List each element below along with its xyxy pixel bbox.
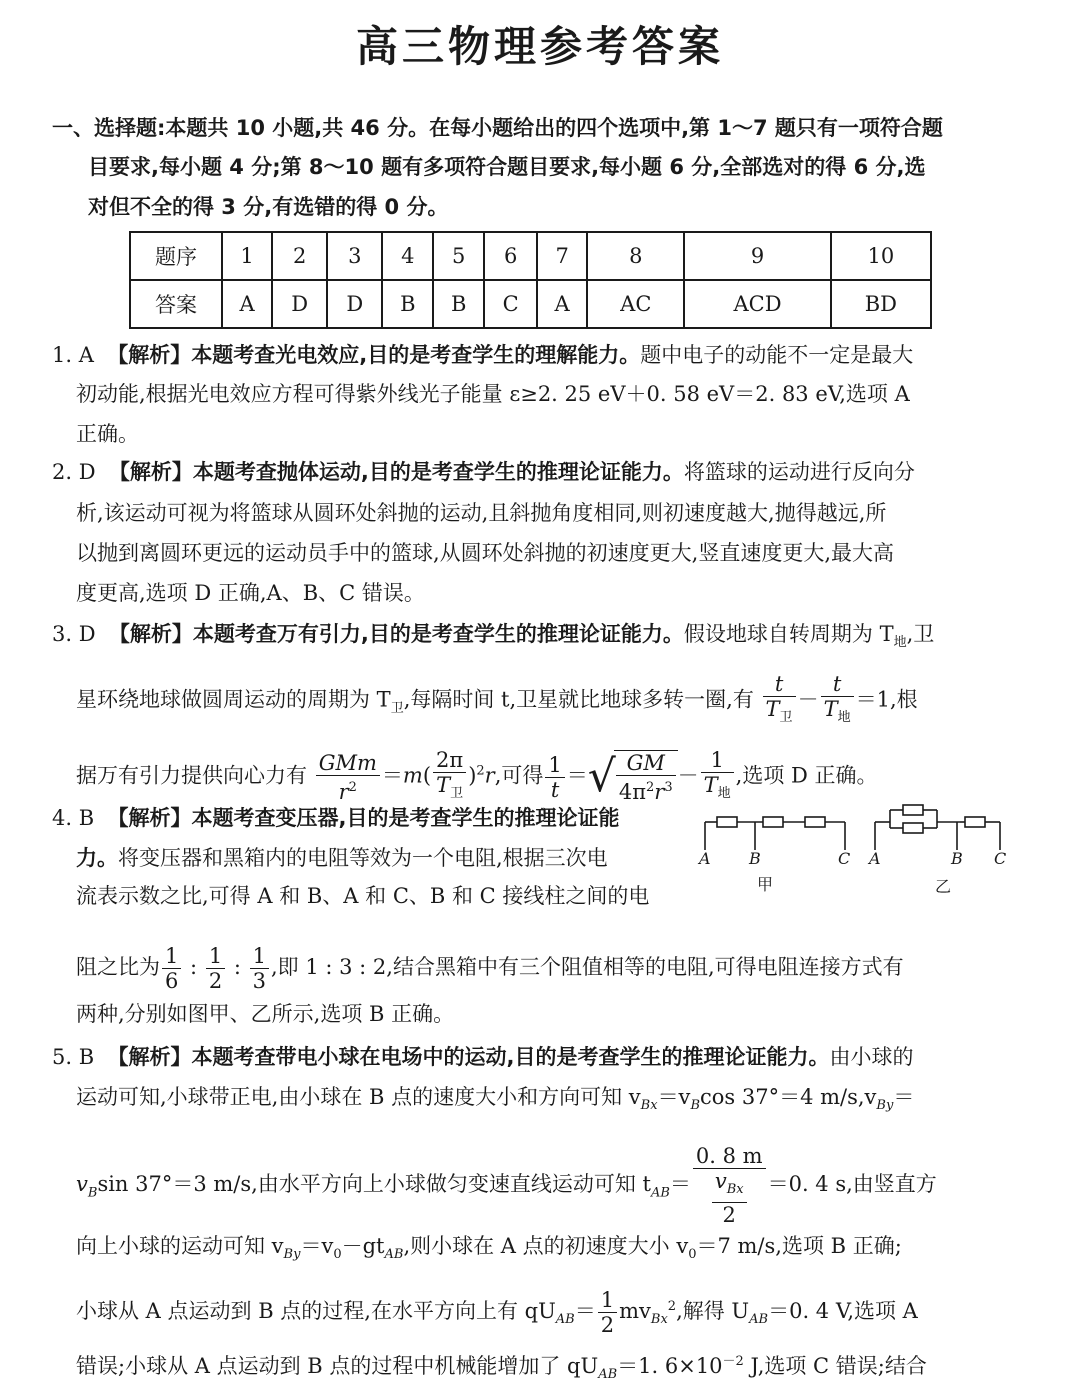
q5-text: ＝7 m/s,选项 B 正确;: [696, 1234, 902, 1258]
q5-text: ,则小球在 A 点的初速度大小 v: [403, 1234, 689, 1258]
fraction: $\frac{2\pi}{T_卫}$: [433, 748, 466, 806]
q5-line4: 向上小球的运动可知 $v_{By}=v_0-gt_{AB}$,则小球在 A 点的初速度大小 $v_0=7$ m/s,选项 B 正确;: [76, 1234, 902, 1263]
fraction: $\frac{1}{2}$: [598, 1288, 617, 1337]
page-title: 高三物理参考答案: [355, 22, 724, 71]
table-cell: 7: [537, 232, 587, 280]
terminal-b-label: B: [951, 849, 963, 868]
q3-text: 星环绕地球做圆周运动的周期为 T: [76, 687, 391, 712]
q2-heading: 【解析】本题考查抛体运动,目的是考查学生的推理论证能力。: [108, 460, 684, 484]
q5-text: 错误;小球从 A 点运动到 B 点的过程中机械能增加了 qU: [76, 1354, 599, 1378]
table-row-numbers: [130, 232, 931, 280]
table-cell: 8: [587, 232, 684, 280]
q5-line2: 运动可知,小球带正电,由小球在 B 点的速度大小和方向可知 $v_{Bx}=v_B\cos$ 37°＝4 $m/s,v_{By}=$: [76, 1085, 915, 1114]
q2-line3: 以抛到离圆环更远的运动员手中的篮球,从圆环处斜抛的初速度更大,竖直速度更大,最大高: [76, 541, 895, 565]
q5-text: ＝v: [657, 1085, 691, 1109]
q3-text: 假设地球自转周期为 T: [683, 622, 894, 646]
fraction: $\frac{\text{GMm}}{r^2}$: [316, 751, 380, 804]
circuit-jia: [705, 817, 845, 850]
terminal-b-label: B: [749, 849, 761, 868]
fraction: $\frac{0. 8 m}{\frac{v_{Bx}}{2}}$: [693, 1144, 766, 1227]
q5-text: ＝0. 4 V,选项 A: [768, 1299, 918, 1323]
section1-line1: 一、选择题:本题共 10 小题,共 46 分。在每小题给出的四个选项中,第 1～7 题只有一项符合题: [52, 116, 943, 140]
table-cell: B: [433, 280, 484, 328]
figure-label-yi: 乙: [935, 877, 952, 896]
table-cell: 9: [684, 232, 830, 280]
q5-number: 5. B: [52, 1045, 95, 1069]
table-cell: 3: [327, 232, 382, 280]
terminal-c-label: C: [994, 849, 1007, 868]
q5-text: ＝: [893, 1085, 915, 1109]
answer-table: [129, 231, 932, 329]
q5-text: mv: [619, 1299, 651, 1323]
figure-label-jia: 甲: [757, 875, 774, 894]
q3-text: ,每隔时间 t,卫星就比地球多转一圈,有: [403, 687, 754, 712]
q4-heading: 力。: [76, 846, 118, 870]
fraction: $\frac{1}{6}$: [162, 944, 181, 993]
table-cell: 2: [272, 232, 327, 280]
q5-line5: 小球从 A 点运动到 B 点的过程,在水平方向上有 $qU_{AB}=$ $\frac{1}{2}$ $mv_{Bx}^2$,解得 $U_{AB}=0$. 4 V,选项 A: [76, 1288, 918, 1337]
table-cell: D: [272, 280, 327, 328]
q3-heading: 【解析】本题考查万有引力,目的是考查学生的推理论证能力。: [108, 622, 684, 646]
q4-line3: 流表示数之比,可得 A 和 B、A 和 C、B 和 C 接线柱之间的电: [76, 884, 650, 908]
fraction: $\frac{GM}{4\pi^2r^3}$: [616, 751, 676, 804]
q2-text: 将篮球的运动进行反向分: [683, 460, 915, 484]
q3-text: ,卫: [906, 622, 935, 646]
q4-text: 将变压器和黑箱内的电阻等效为一个电阻,根据三次电: [118, 846, 608, 870]
table-cell: ACD: [684, 280, 830, 328]
table-cell: 6: [484, 232, 537, 280]
q5-text: sin 37°＝3 m/s,由水平方向上小球做匀变速直线运动可知 t: [97, 1172, 651, 1197]
table-cell: 10: [831, 232, 931, 280]
table-cell: A: [537, 280, 587, 328]
terminal-c-label: C: [838, 849, 851, 868]
circuit-yi: [875, 805, 1000, 850]
q3-text: ,可得: [494, 763, 544, 788]
q4-line4: 阻之比为 $\frac{1}{6}$ : $\frac{1}{2}$ : $\frac{1}{3}$ ,即 1 : 3 : 2,结合黑箱中有三个阻值相等的电阻,可得电阻连接方式有: [76, 944, 904, 993]
q4-line2: [76, 844, 608, 872]
terminal-a-label: A: [699, 849, 711, 868]
q3-text: ,选项 D 正确。: [735, 763, 878, 788]
table-cell: 1: [222, 232, 272, 280]
q3-line2: 星环绕地球做圆周运动的周期为 $T_卫$,每隔时间 t,卫星就比地球多转一圈,有 $\frac{t}{T_卫}$ － $\frac{t}{T_地}$ ＝1,根: [76, 672, 918, 730]
table-cell: D: [327, 280, 382, 328]
q5-text: 向上小球的运动可知 v: [76, 1234, 284, 1258]
table-cell: C: [484, 280, 537, 328]
q1-number: 1. A: [52, 343, 94, 367]
table-cell: AC: [587, 280, 684, 328]
q2-line2: 析,该运动可视为将篮球从圆环处斜抛的运动,且斜抛角度相同,则初速度越大,抛得越远,所: [76, 501, 887, 525]
q5-line6: 错误;小球从 A 点运动到 B 点的过程中机械能增加了 $qU_{AB}=1$. $6\times 10^{-2}$ J,选项 C 错误;结合: [76, 1354, 927, 1383]
table-header-cell: 答案: [130, 280, 222, 328]
section1-line2: 目要求,每小题 4 分;第 8～10 题有多项符合题目要求,每小题 6 分,全部选对的得 6 分,选: [88, 155, 926, 179]
q2-line1: [52, 458, 915, 486]
q4-heading: 【解析】本题考查变压器,目的是考查学生的推理论证能: [107, 806, 620, 830]
q5-heading: 【解析】本题考查带电小球在电场中的运动,目的是考查学生的推理论证能力。: [107, 1045, 830, 1069]
section1-line3: 对但不全的得 3 分,有选错的得 0 分。: [88, 195, 449, 219]
q5-text: －gt: [341, 1234, 385, 1258]
q5-text: ＝0. 4 s,由竖直方: [767, 1172, 937, 1197]
q4-line5: 两种,分别如图甲、乙所示,选项 B 正确。: [76, 1002, 455, 1026]
q2-line4: 度更高,选项 D 正确,A、B、C 错误。: [76, 581, 425, 605]
q3-number: 3. D: [52, 622, 96, 646]
table-cell: A: [222, 280, 272, 328]
q5-text: 由小球的: [829, 1045, 914, 1069]
q3-line1: [52, 620, 934, 657]
table-cell: 5: [433, 232, 484, 280]
q2-number: 2. D: [52, 460, 96, 484]
fraction: $\frac{t}{T_卫}$: [763, 672, 796, 730]
q4-number: 4. B: [52, 806, 95, 830]
fraction: $\frac{1}{t}$: [545, 753, 564, 802]
q4-line1: [52, 804, 620, 832]
terminal-a-label: A: [869, 849, 881, 868]
q5-text: J,选项 C 错误;结合: [743, 1354, 927, 1378]
q3-text: 据万有引力提供向心力有: [76, 763, 307, 788]
q1-line3: 正确。: [76, 422, 139, 446]
q3-text: ＝1,根: [855, 687, 918, 712]
q3-subscript: 卫: [390, 700, 404, 716]
q1-line1: [52, 341, 913, 369]
q1-heading: 【解析】本题考查光电效应,目的是考查学生的理解能力。: [107, 343, 641, 367]
q5-text: ,解得 U: [676, 1299, 750, 1323]
fraction: $\frac{1}{2}$: [206, 944, 225, 993]
table-header-cell: 题序: [130, 232, 222, 280]
circuit-diagrams: [695, 800, 1015, 895]
table-cell: 4: [382, 232, 433, 280]
fraction: $\frac{1}{3}$: [250, 944, 269, 993]
q3-subscript: 地: [893, 635, 907, 651]
q5-line1: [52, 1043, 914, 1071]
table-cell: B: [382, 280, 433, 328]
q5-text: 运动可知,小球带正电,由小球在 B 点的速度大小和方向可知 v: [76, 1085, 641, 1109]
q5-line3: $v_B\sin$ 37°＝3 m/s,由水平方向上小球做匀变速直线运动可知 $t_{AB}=$ $\frac{0. 8 m}{\frac{v_{Bx}}{2}}$ ＝0. 4 s,由竖直方: [76, 1144, 937, 1228]
q4-text: 阻之比为: [76, 955, 160, 979]
q5-text: ＝1. 6×10: [617, 1354, 723, 1378]
fraction: $\frac{t}{T_地}$: [821, 672, 854, 730]
q5-text: 小球从 A 点运动到 B 点的过程,在水平方向上有 qU: [76, 1299, 556, 1323]
q1-text: 题中电子的动能不一定是最大: [640, 343, 914, 367]
fraction: $\frac{1}{T_地}$: [701, 748, 734, 806]
table-row-answers: [130, 280, 931, 328]
q5-text: ＝v: [300, 1234, 334, 1258]
q4-text: ,即 1 : 3 : 2,结合黑箱中有三个阻值相等的电阻,可得电阻连接方式有: [271, 955, 904, 979]
q1-line2: 初动能,根据光电效应方程可得紫外线光子能量 ε≥2. 25 eV＋0. 58 eV＝2. 83 eV,选项 A: [76, 382, 910, 406]
q5-text: cos 37°＝4 m/s,v: [700, 1085, 877, 1109]
q3-line3: 据万有引力提供向心力有 $\frac{\text{GMm}}{r^2}$ ＝m( $\frac{2\pi}{T_卫}$ )$^2$r,可得 $\frac{1}{t}$ ＝√ $\frac{GM}{4\pi^2r^3}$ － $\frac{1}{T_地}$ ,选项 D 正确。: [76, 748, 878, 806]
table-cell: BD: [831, 280, 931, 328]
